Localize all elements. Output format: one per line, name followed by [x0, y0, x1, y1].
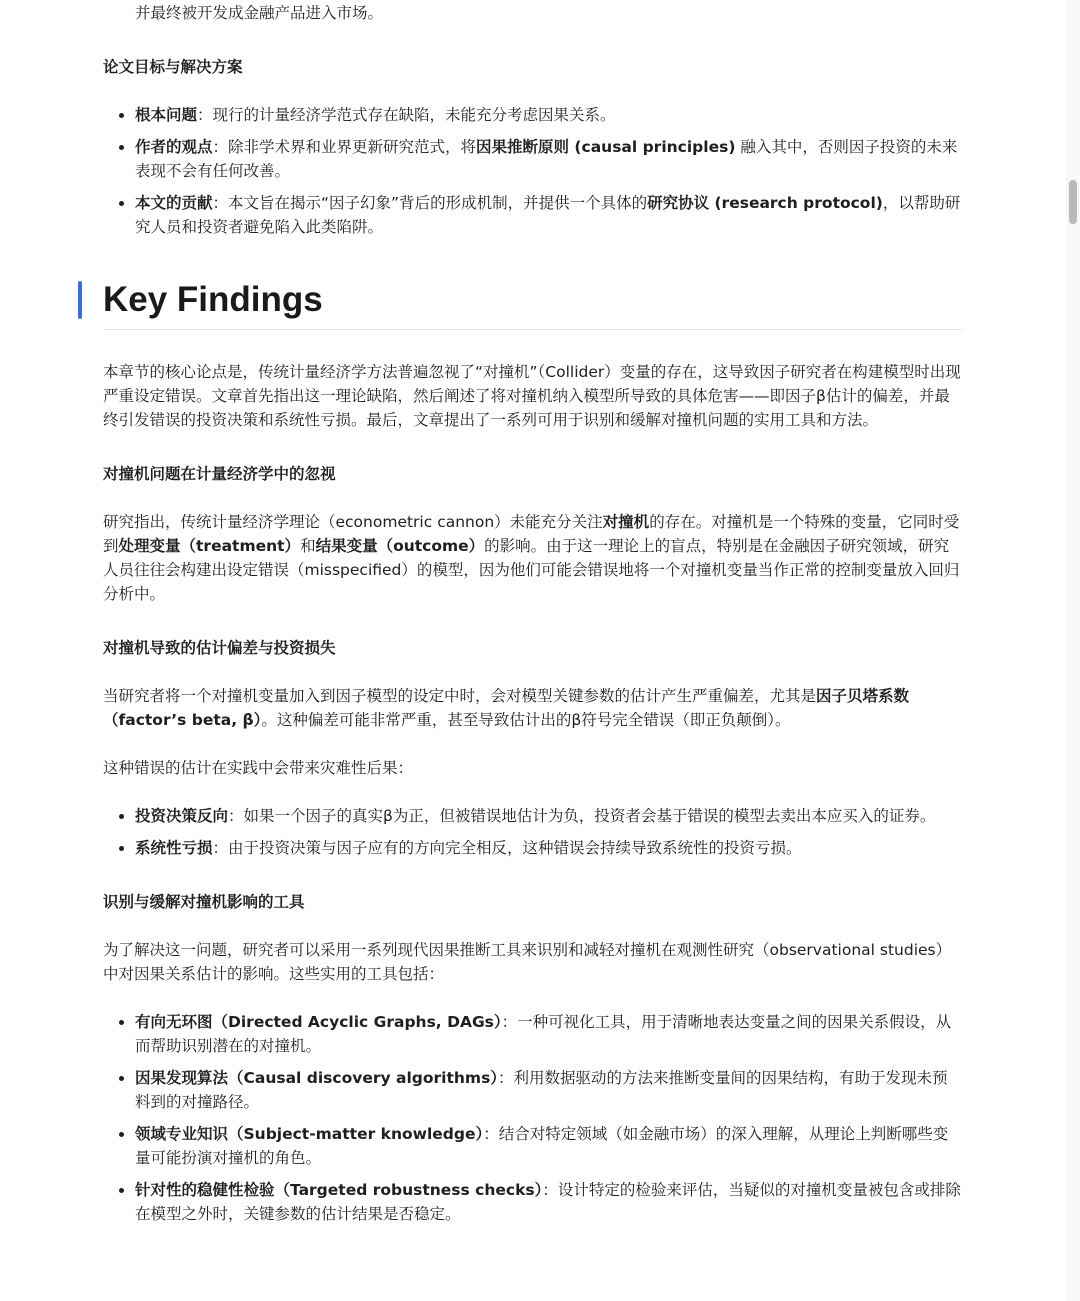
goals-list — [103, 103, 963, 239]
key-findings-header — [103, 279, 963, 330]
scrollbar-thumb[interactable] — [1069, 180, 1077, 224]
section-heading-goals: 论文目标与解决方案 — [103, 58, 243, 76]
list-item: • 因果发现算法（Causal discovery algorithms）：利用数据驱动的方法来推断变量间的因果结构，有助于发现未预料到的对撞路径。 — [135, 1066, 963, 1114]
list-item: • 投资决策反向：如果一个因子的真实β为正，但被错误地估计为负，投资者会基于错误的模型去卖出本应买入的证券。 — [135, 804, 963, 828]
list-item: • 本文的贡献：本文旨在揭示“因子幻象”背后的形成机制，并提供一个具体的研究协议 (research protocol)，以帮助研究人员和投资者避免陷入此类陷阱。 — [135, 191, 963, 239]
neglect-paragraph: 研究指出，传统计量经济学理论（econometric cannon）未能充分关注对撞机的存在。对撞机是一个特殊的变量，它同时受到处理变量（treatment）和结果变量（outcome）的影响。由于这一理论上的盲点，特别是在金融因子研究领域，研究人员往往会构建出设定错误（misspecified）的模型，因为他们可能会错误地将一个对撞机变量当作正常的控制变量放入回归分析中。 — [103, 513, 960, 603]
key-findings-title: Key Findings — [103, 279, 963, 330]
section-heading-bias: 对撞机导致的估计偏差与投资损失 — [103, 639, 336, 657]
key-findings-intro: 本章节的核心论点是，传统计量经济学方法普遍忽视了“对撞机”（Collider）变量的存在，这导致因子研究者在构建模型时出现严重设定错误。文章首先指出这一理论缺陷，然后阐述了将对撞机纳入模型所导致的具体危害——即因子β估计的偏差，并最终引发错误的投资决策和系统性亏损。最后，文章提出了一系列可用于识别和缓解对撞机问题的实用工具和方法。 — [103, 363, 961, 429]
document-content — [103, 0, 963, 1250]
list-item: • 作者的观点：除非学术界和业界更新研究范式，将因果推断原则 (causal principles) 融入其中，否则因子投资的未来表现不会有任何改善。 — [135, 135, 963, 183]
consequence-list — [103, 804, 963, 860]
consequence-intro: 这种错误的估计在实践中会带来灾难性后果： — [103, 759, 414, 777]
list-item: • 领域专业知识（Subject-matter knowledge）：结合对特定领域（如金融市场）的深入理解，从理论上判断哪些变量可能扮演对撞机的角色。 — [135, 1122, 963, 1170]
tools-list — [103, 1010, 963, 1226]
vertical-scrollbar[interactable] — [1066, 0, 1080, 1301]
list-item: • 根本问题：现行的计量经济学范式存在缺陷，未能充分考虑因果关系。 — [135, 103, 963, 127]
intro-list — [103, 0, 963, 25]
list-item: • 有向无环图（Directed Acyclic Graphs, DAGs）：一种可视化工具，用于清晰地表达变量之间的因果关系假设，从而帮助识别潜在的对撞机。 — [135, 1010, 963, 1058]
heading-accent-bar — [78, 281, 82, 319]
list-item: • 并最终被开发成金融产品进入市场。 — [135, 0, 963, 25]
bias-paragraph: 当研究者将一个对撞机变量加入到因子模型的设定中时，会对模型关键参数的估计产生严重偏差，尤其是因子贝塔系数（factor’s beta, β）。这种偏差可能非常严重，甚至导致估计出的β符号完全错误（即正负颠倒）。 — [103, 687, 910, 729]
tools-intro: 为了解决这一问题，研究者可以采用一系列现代因果推断工具来识别和减轻对撞机在观测性研究（observational studies）中对因果关系估计的影响。这些实用的工具包括： — [103, 941, 952, 983]
section-heading-neglect: 对撞机问题在计量经济学中的忽视 — [103, 465, 336, 483]
list-item: • 系统性亏损：由于投资决策与因子应有的方向完全相反，这种错误会持续导致系统性的投资亏损。 — [135, 836, 963, 860]
section-heading-tools: 识别与缓解对撞机影响的工具 — [103, 893, 305, 911]
list-item: • 针对性的稳健性检验（Targeted robustness checks）：设计特定的检验来评估，当疑似的对撞机变量被包含或排除在模型之外时，关键参数的估计结果是否稳定。 — [135, 1178, 963, 1226]
